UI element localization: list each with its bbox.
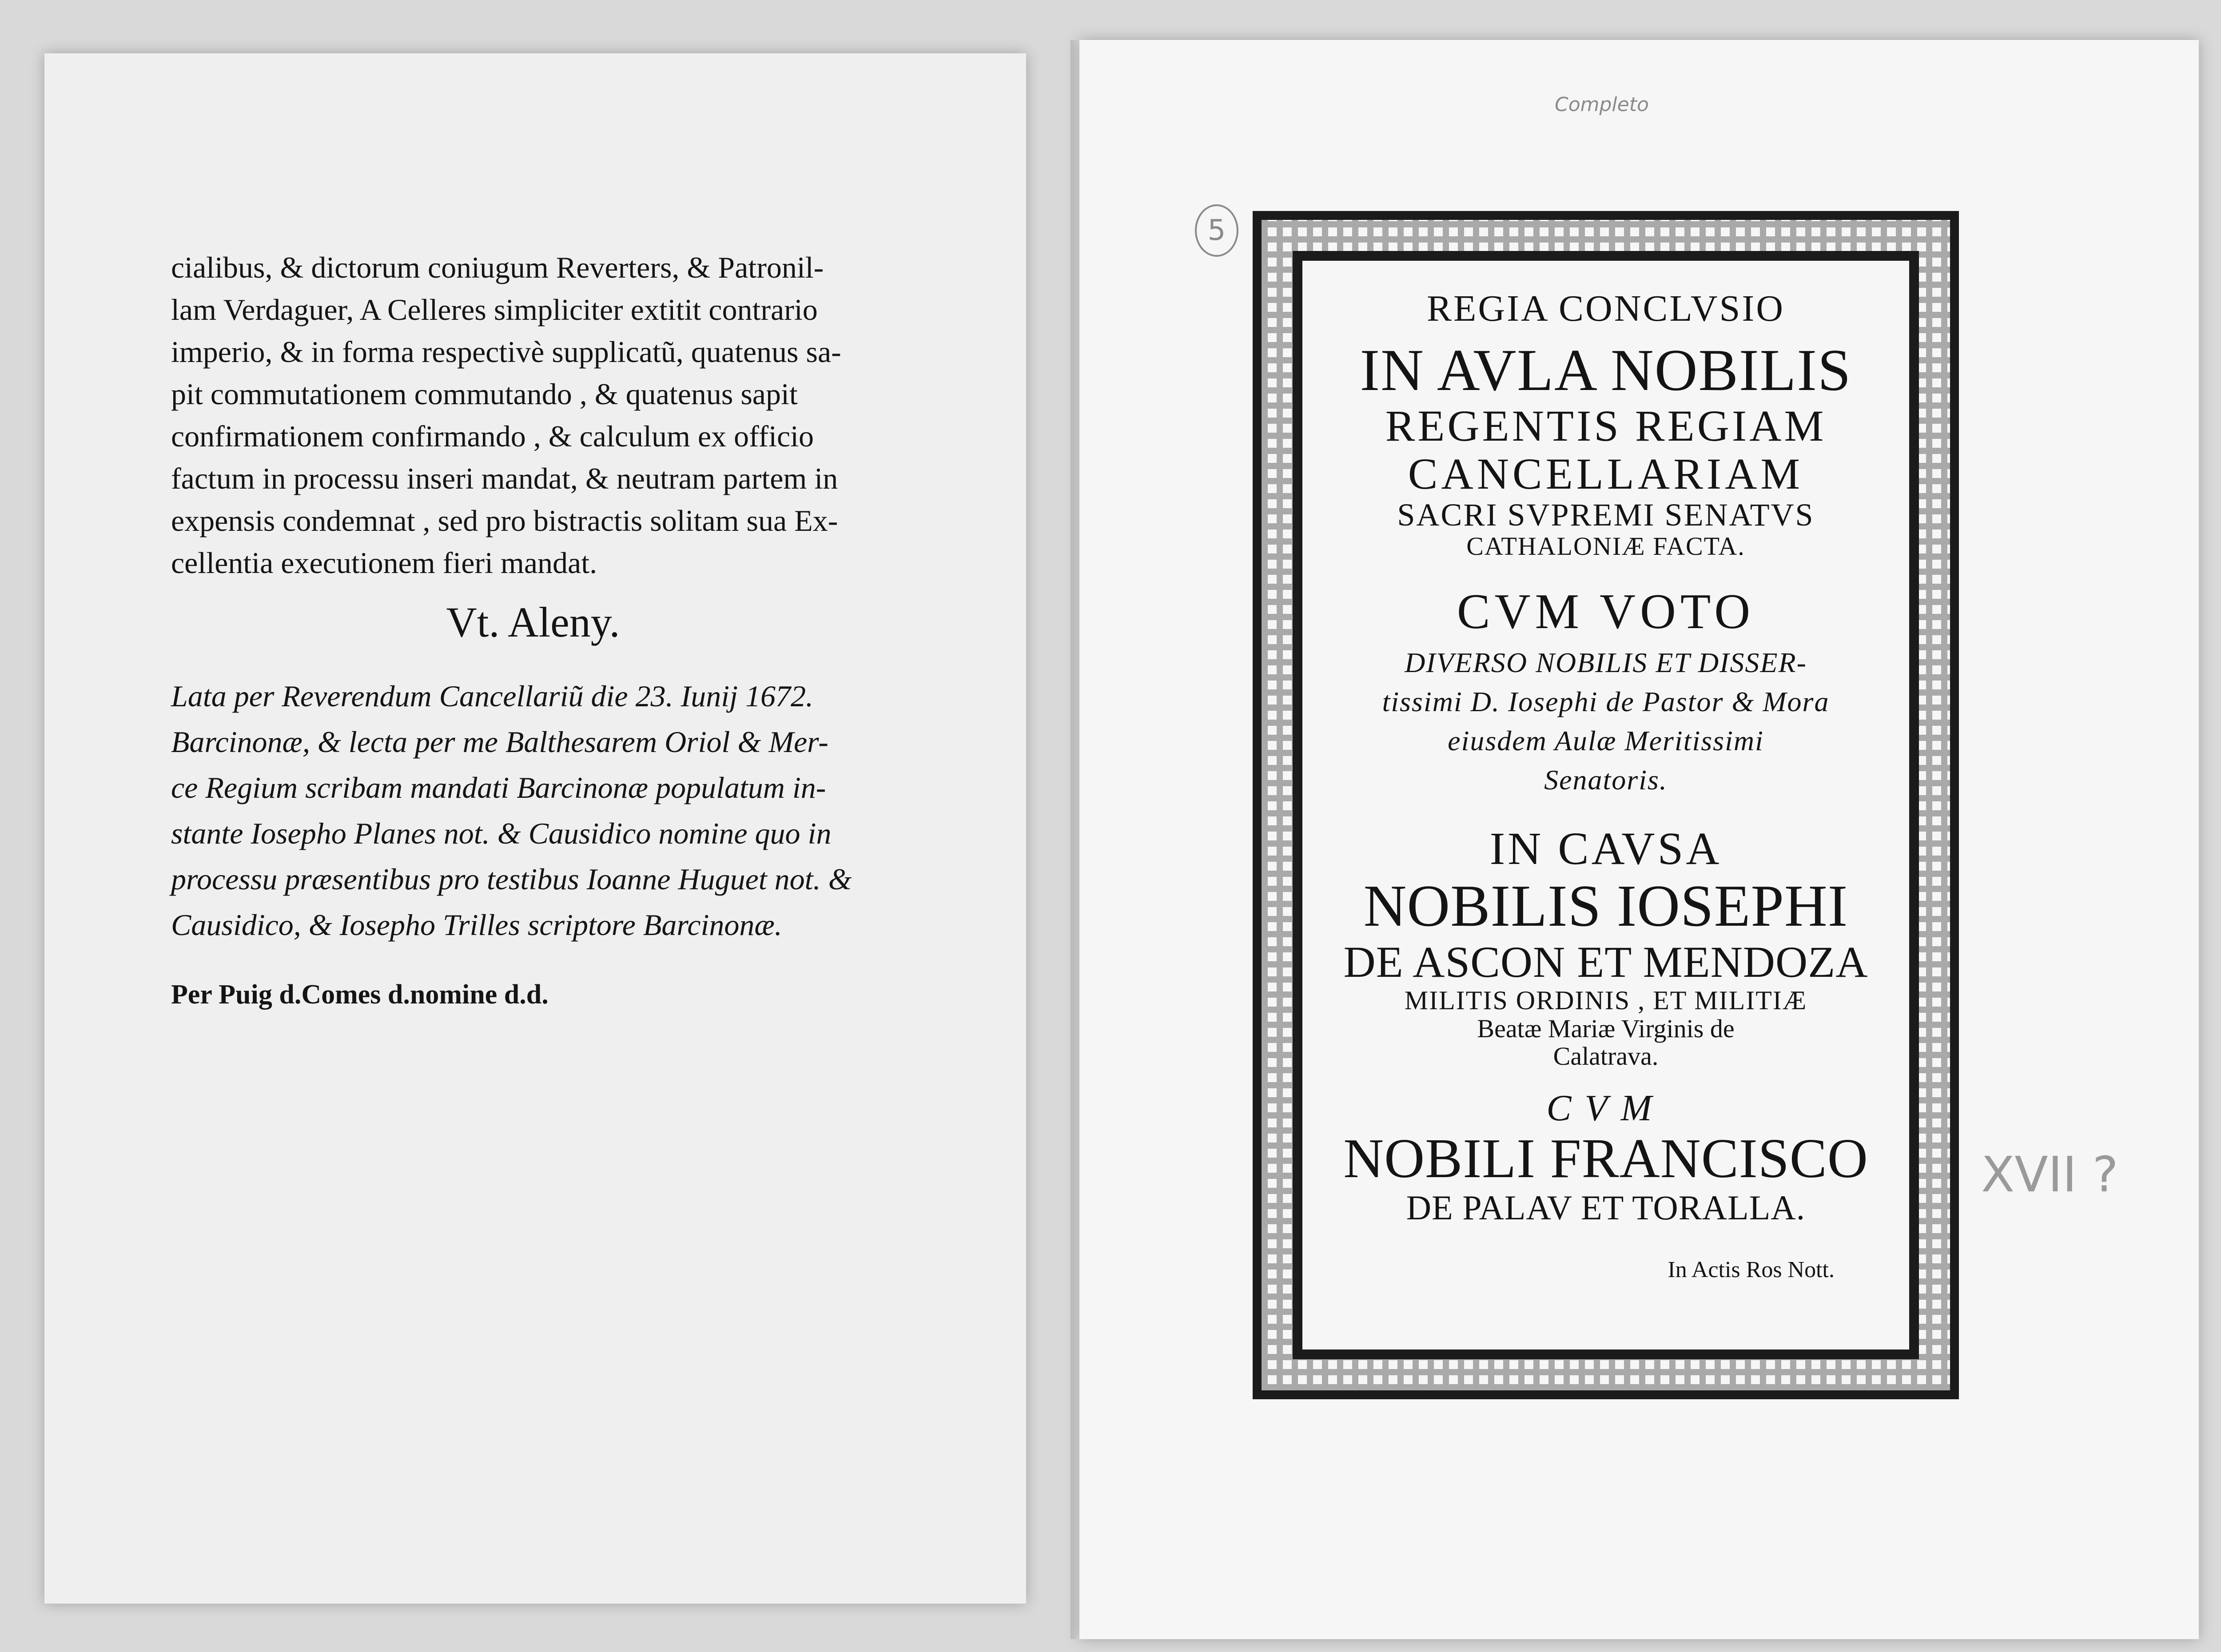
signature: Vt. Aleny. xyxy=(446,598,620,646)
left-page-text xyxy=(171,247,852,1011)
italic-line: ce Regium scribam mandati Barcinonæ populatum in- xyxy=(171,771,826,804)
body-line: confirmationem confirmando , & calculum ex officio xyxy=(171,419,814,453)
italic-line: Barcinonæ, & lecta per me Balthesarem Oriol & Mer- xyxy=(171,725,828,759)
title-line: SACRI SVPREMI SENATVS xyxy=(1397,497,1815,533)
title-line: IN AVLA NOBILIS xyxy=(1360,337,1852,403)
italic-title-line: Senatoris. xyxy=(1544,764,1668,796)
footer-line: Per Puig d.Comes d.nomine d.d. xyxy=(171,979,549,1010)
title-line: IN CAVSA xyxy=(1489,823,1722,874)
body-line: cellentia executionem fieri mandat. xyxy=(171,546,597,580)
italic-line: stante Iosepho Planes not. & Causidico nomine quo in xyxy=(171,816,832,850)
title-line: CANCELLARIAM xyxy=(1408,449,1804,499)
imprint-line: In Actis Ros Nott. xyxy=(1668,1257,1835,1282)
pencil-note-top: Completo xyxy=(1555,93,1649,116)
title-line: CATHALONIÆ FACTA. xyxy=(1466,532,1745,561)
title-line: CVM xyxy=(1546,1087,1665,1129)
title-line: DE PALAV ET TORALLA. xyxy=(1406,1188,1806,1227)
title-line: Beatæ Mariæ Virginis de xyxy=(1477,1014,1735,1043)
body-line: expensis condemnat , sed pro bistractis solitam sua Ex- xyxy=(171,504,838,537)
title-line: REGENTIS REGIAM xyxy=(1385,401,1827,451)
italic-line: processu præsentibus pro testibus Ioanne Huguet not. & xyxy=(171,862,852,896)
body-line: imperio, & in forma respectivè supplicatũ, quatenus sa- xyxy=(171,335,841,369)
pencil-note-margin: XVII ? xyxy=(1981,1146,2118,1203)
body-line: pit commutationem commutando , & quatenus sapit xyxy=(171,377,798,411)
italic-line: Lata per Reverendum Cancellariũ die 23. Iunij 1672. xyxy=(171,679,814,713)
title-line: REGIA CONCLVSIO xyxy=(1427,288,1785,329)
italic-title-line: eiusdem Aulæ Meritissimi xyxy=(1448,724,1764,756)
body-line: factum in processu inseri mandat, & neutram partem in xyxy=(171,462,838,495)
italic-title-line: DIVERSO NOBILIS ET DISSER- xyxy=(1405,646,1807,678)
italic-title-line: tissimi D. Iosephi de Pastor & Mora xyxy=(1382,685,1830,717)
title-block xyxy=(1315,289,1897,1282)
title-line: DE ASCON ET MENDOZA xyxy=(1343,937,1868,987)
body-line: lam Verdaguer, A Celleres simpliciter extitit contrario xyxy=(171,293,818,326)
italic-line: Causidico, & Iosepho Trilles scriptore Barcinonæ. xyxy=(171,908,782,942)
title-line: Calatrava. xyxy=(1553,1042,1659,1071)
title-line: NOBILIS IOSEPHI xyxy=(1363,873,1848,939)
folio-number: 5 xyxy=(1195,204,1238,257)
title-line: NOBILI FRANCISCO xyxy=(1343,1127,1868,1190)
body-line: cialibus, & dictorum coniugum Reverters, & Patronil- xyxy=(171,251,824,284)
title-line: CVM VOTO xyxy=(1457,584,1755,639)
title-line: MILITIS ORDINIS , ET MILITIÆ xyxy=(1404,985,1807,1015)
